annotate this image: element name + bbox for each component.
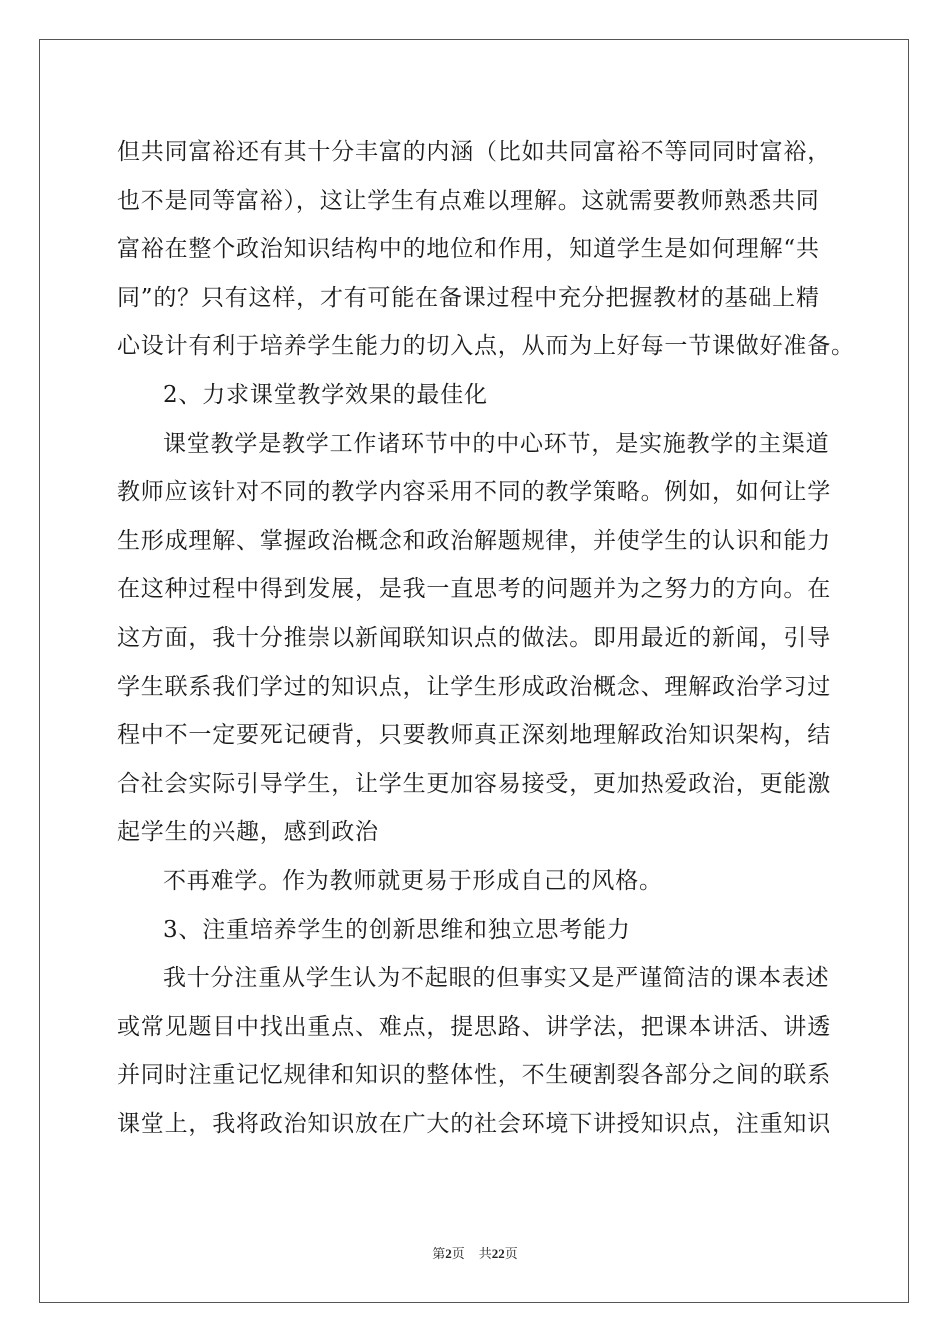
total-prefix: 共 [478, 1246, 492, 1261]
text-line: 但共同富裕还有其十分丰富的内涵（比如共同富裕不等同同时富裕， [117, 139, 831, 165]
text-line: 课堂教学是教学工作诸环节中的中心环节，是实施教学的主渠道 [163, 430, 830, 457]
text-line: 并同时注重记忆规律和知识的整体性，不生硬割裂各部分之间的联系 [117, 1062, 831, 1089]
text-line: 生形成理解、掌握政治概念和政治解题规律，并使学生的认识和能力 [117, 527, 831, 554]
text-line: 我十分注重从学生认为不起眼的但事实又是严谨简洁的课本表述 [163, 965, 830, 992]
total-suffix: 页 [504, 1246, 518, 1261]
page-footer [0, 1246, 950, 1262]
text-line: 程中不一定要死记硬背，只要教师真正深刻地理解政治知识架构，结 [117, 722, 831, 749]
text-line: 不再难学。作为教师就更易于形成自己的风格。 [163, 867, 663, 894]
section-heading: 3、注重培养学生的创新思维和独立思考能力 [163, 916, 631, 943]
text-line: 在这种过程中得到发展，是我一直思考的问题并为之努力的方向。在 [117, 576, 831, 603]
text-line: 教师应该针对不同的教学内容采用不同的教学策略。例如，如何让学 [117, 479, 831, 506]
page-prefix: 第 [432, 1246, 446, 1261]
total-pages: 22 [491, 1246, 505, 1261]
section-heading: 2、力求课堂教学效果的最佳化 [163, 381, 488, 408]
text-line: 富裕在整个政治知识结构中的地位和作用，知道学生是如何理解“共 [117, 236, 820, 263]
text-line: 这方面，我十分推崇以新闻联知识点的做法。即用最近的新闻，引导 [117, 624, 831, 651]
page-suffix: 页 [451, 1246, 465, 1261]
document-body [117, 128, 855, 1148]
text-line: 起学生的兴趣，感到政治 [117, 819, 379, 846]
text-line: 也不是同等富裕），这让学生有点难以理解。这就需要教师熟悉共同 [117, 187, 820, 214]
text-line: 学生联系我们学过的知识点，让学生形成政治概念、理解政治学习过 [117, 673, 831, 700]
text-line: 或常见题目中找出重点、难点，提思路、讲学法，把课本讲活、讲透 [117, 1013, 831, 1040]
text-line: 心设计有利于培养学生能力的切入点，从而为上好每一节课做好准备。 [117, 333, 855, 360]
text-line: 课堂上，我将政治知识放在广大的社会环境下讲授知识点，注重知识 [117, 1110, 831, 1137]
text-line: 合社会实际引导学生，让学生更加容易接受，更加热爱政治，更能激 [117, 770, 831, 797]
page-number: 2 [445, 1246, 452, 1261]
text-line: 同”的？只有这样，才有可能在备课过程中充分把握教材的基础上精 [117, 284, 820, 311]
